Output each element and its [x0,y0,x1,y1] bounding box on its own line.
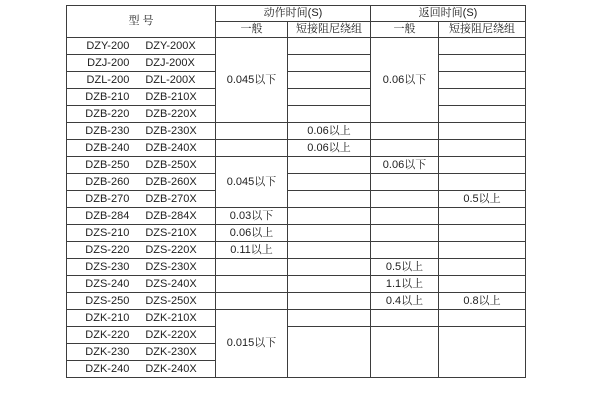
empty-cell [288,225,371,242]
empty-cell [288,327,371,378]
model-cell: DZB-220 DZB-220X [67,106,216,123]
relay-timing-spec-table [66,5,526,378]
header-model: 型 号 [67,6,216,38]
table-row [67,327,526,344]
empty-cell [288,157,371,174]
model-cell: DZB-210 DZB-210X [67,89,216,106]
table-row [67,208,526,225]
act-damp-value: 0.06以上 [288,140,371,157]
table-row [67,123,526,140]
empty-cell [288,259,371,276]
empty-cell [439,225,526,242]
table-row [67,72,526,89]
table-row [67,310,526,327]
empty-cell [288,242,371,259]
act-gen-value: 0.06以上 [216,225,288,242]
empty-cell [288,191,371,208]
ret-gen-value: 0.06以下 [371,38,439,123]
model-cell: DZS-210 DZS-210X [67,225,216,242]
table-row [67,242,526,259]
table-row [67,259,526,276]
empty-cell [216,140,288,157]
model-cell: DZK-230 DZK-230X [67,344,216,361]
empty-cell [288,174,371,191]
empty-cell [216,259,288,276]
empty-cell [439,106,526,123]
header-return-general: 一般 [371,22,439,38]
table-row [67,106,526,123]
empty-cell [439,140,526,157]
model-cell: DZB-260 DZB-260X [67,174,216,191]
model-cell: DZB-240 DZB-240X [67,140,216,157]
ret-gen-value: 0.4以上 [371,293,439,310]
empty-cell [288,55,371,72]
table-row [67,157,526,174]
empty-cell [439,123,526,140]
ret-gen-value: 0.5以上 [371,259,439,276]
model-cell: DZL-200 DZL-200X [67,72,216,89]
empty-cell [371,140,439,157]
ret-gen-value: 1.1以上 [371,276,439,293]
empty-cell [288,208,371,225]
act-gen-value: 0.03以下 [216,208,288,225]
model-cell: DZB-284 DZB-284X [67,208,216,225]
empty-cell [216,276,288,293]
empty-cell [439,327,526,378]
header-action-general: 一般 [216,22,288,38]
header-return-time: 返回时间(S) [371,6,526,22]
model-cell: DZB-230 DZB-230X [67,123,216,140]
model-cell: DZK-210 DZK-210X [67,310,216,327]
model-cell: DZB-250 DZB-250X [67,157,216,174]
model-cell: DZS-250 DZS-250X [67,293,216,310]
empty-cell [216,293,288,310]
table-row [67,225,526,242]
table-row [67,55,526,72]
empty-cell [439,174,526,191]
empty-cell [288,38,371,55]
empty-cell [371,191,439,208]
header-action-damping: 短接阻尼绕组 [288,22,371,38]
empty-cell [288,89,371,106]
empty-cell [439,310,526,327]
empty-cell [439,89,526,106]
model-cell: DZB-270 DZB-270X [67,191,216,208]
ret-gen-value: 0.06以下 [371,157,439,174]
empty-cell [439,208,526,225]
model-cell: DZS-240 DZS-240X [67,276,216,293]
empty-cell [371,123,439,140]
header-return-damping: 短接阻尼绕组 [439,22,526,38]
act-gen-value: 0.015以下 [216,310,288,378]
table-row [67,140,526,157]
empty-cell [371,174,439,191]
model-cell: DZS-220 DZS-220X [67,242,216,259]
empty-cell [439,259,526,276]
ret-damp-value: 0.8以上 [439,293,526,310]
act-gen-value: 0.045以下 [216,157,288,208]
table-row [67,191,526,208]
header-action-time: 动作时间(S) [216,6,371,22]
empty-cell [288,106,371,123]
empty-cell [439,38,526,55]
empty-cell [288,72,371,89]
model-cell: DZJ-200 DZJ-200X [67,55,216,72]
empty-cell [371,208,439,225]
empty-cell [439,276,526,293]
model-cell: DZK-220 DZK-220X [67,327,216,344]
model-cell: DZK-240 DZK-240X [67,361,216,378]
act-gen-value: 0.11以上 [216,242,288,259]
header-row-groups [67,6,526,22]
empty-cell [288,276,371,293]
empty-cell [439,242,526,259]
empty-cell [371,310,439,327]
act-damp-value: 0.06以上 [288,123,371,140]
table-row [67,174,526,191]
table-row [67,38,526,55]
act-gen-value: 0.045以下 [216,38,288,123]
empty-cell [288,293,371,310]
empty-cell [371,327,439,378]
empty-cell [288,310,371,327]
model-cell: DZS-230 DZS-230X [67,259,216,276]
table-row [67,276,526,293]
table-row [67,89,526,106]
empty-cell [439,55,526,72]
empty-cell [439,72,526,89]
empty-cell [371,242,439,259]
table-row [67,293,526,310]
empty-cell [371,225,439,242]
empty-cell [439,157,526,174]
ret-damp-value: 0.5以上 [439,191,526,208]
model-cell: DZY-200 DZY-200X [67,38,216,55]
empty-cell [216,123,288,140]
